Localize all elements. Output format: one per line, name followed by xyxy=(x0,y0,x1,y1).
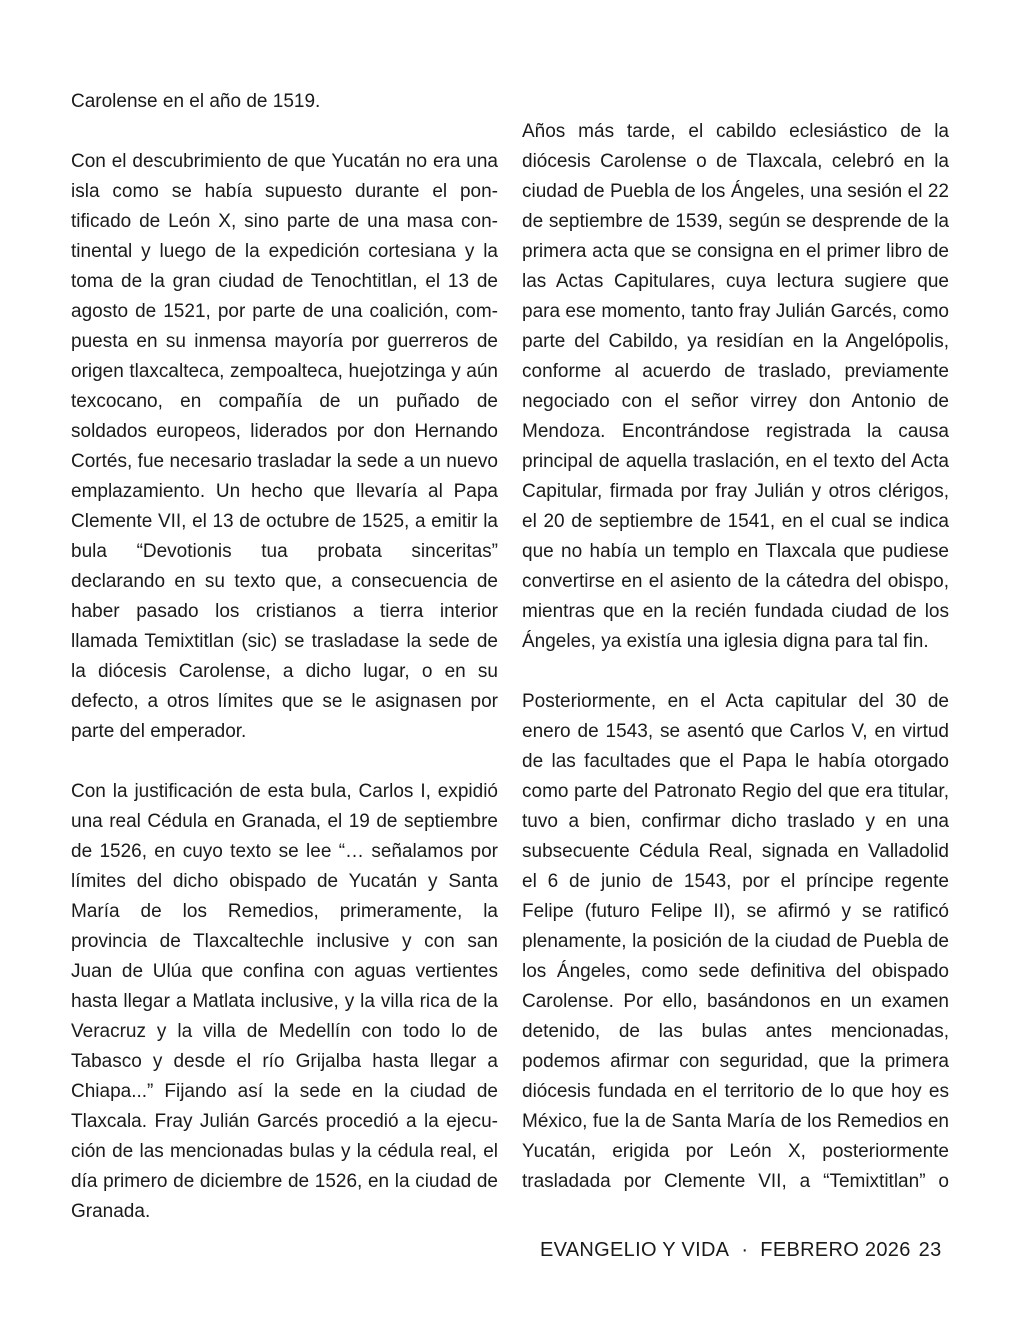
page-number: 23 xyxy=(918,1239,942,1261)
issue-date: FEBRERO 2026 xyxy=(760,1239,911,1261)
publication-name: EVANGELIO Y VIDA xyxy=(540,1239,730,1261)
paragraph: Con la justificación de esta bula, Carlos I, expidió una real Cédula en Granada, el 19 de septiembre de 1526, en cuyo texto se lee “… señalamos por límites del dicho obispado de Yucatán y Santa María de los Remedios, primeramente, la provincia de Tlaxcaltechle inclusive y con san Juan de Ulúa que confina con aguas vertientes hasta llegar a Matlata inclusive, y la villa rica de la Veracruz y la villa de Medellín con todo lo de Tabasco y desde el río Grijalba hasta llegar a Chiapa...” Fijando así la sede en la ciudad de Tlaxcala. Fray Julián Garcés procedió a la ejecución de las mencionadas bulas y la cédula real, el día primero de diciembre de 1526, en la ciudad de Granada. xyxy=(71,781,498,1222)
footer-separator: · xyxy=(741,1239,749,1261)
paragraph: Con el descubrimiento de que Yucatán no era una isla como se había supuesto durante el pontificado de León X, sino parte de una masa continental y luego de la expedición cortesiana y la toma de la gran ciudad de Tenochtitlan, el 13 de agosto de 1521, por parte de una coalición, compuesta en su inmensa mayoría por guerreros de origen tlaxcalteca, zempoalteca, huejotzinga y aún texcocano, en compañía de un puñado de soldados europeos, liderados por don Hernando Cortés, fue necesario trasladar la sede a un nuevo emplazamiento. Un hecho que llevaría al Papa Clemente VII, el 13 de octubre de 1525, a emitir la bula “Devotionis tua probata sinceritas” declarando en su texto que, a consecuencia de haber pasado los cristianos a tierra interior llamada Temixtitlan (sic) se trasladase la sede de la diócesis Carolense, a dicho lugar, o en su defecto, a otros límites que se le asignasen por parte del emperador. xyxy=(71,151,498,742)
left-column xyxy=(71,87,498,1257)
right-column xyxy=(522,117,949,1227)
paragraph: Años más tarde, el cabildo eclesiástico de la diócesis Carolense o de Tlaxcala, celebró en la ciudad de Puebla de los Ángeles, una sesión el 22 de septiembre de 1539, según se desprende de la primera acta que se consigna en el primer libro de las Actas Capitulares, cuya lectura sugiere que para ese momento, tanto fray Julián Garcés, como parte del Cabildo, ya residían en la Angelópolis, conforme al acuerdo de traslado, previamente negociado con el señor virrey don Antonio de Mendoza. Encontrándose registrada la causa principal de aquella traslación, en el texto del Acta Capitular, firmada por fray Julián y otros clérigos, el 20 de septiembre de 1541, en el cual se indica que no había un templo en Tlaxcala que pudiese convertirse en el asiento de la cátedra del obispo, mientras que en la recién fundada ciudad de los Ángeles, ya existía una iglesia digna para tal fin. xyxy=(522,121,949,652)
paragraph: Posteriormente, en el Acta capitular del 30 de enero de 1543, se asentó que Carlos V, en virtud de las facultades que el Papa le había otorgado como parte del Patronato Regio del que era titular, tuvo a bien, confirmar dicho traslado y en una subsecuente Cédula Real, signada en Valladolid el 6 de junio de 1543, por el príncipe regente Felipe (futuro Felipe II), se afirmó y se ratificó plenamente, la posición de la ciudad de Puebla de los Ángeles, como sede definitiva del obispado Carolense. Por ello, basándonos en un examen detenido, de las bulas antes mencionadas, podemos afirmar con seguridad, que la primera diócesis fundada en el territorio de lo que hoy es México, fue la de Santa María de los Remedios en Yucatán, erigida por León X, posteriormente trasladada por Clemente VII, a “Temixtitlan” o xyxy=(522,691,949,1192)
page-footer xyxy=(540,1236,942,1264)
paragraph: Carolense en el año de 1519. xyxy=(71,91,321,112)
